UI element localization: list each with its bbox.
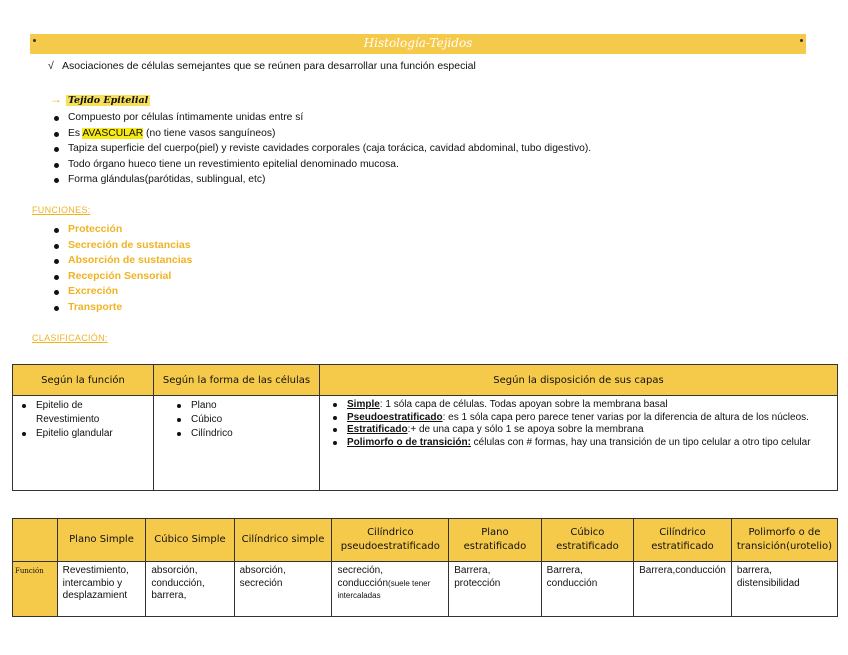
header-funcion: Según la función (13, 365, 154, 396)
list-item (325, 399, 832, 412)
term-desc: :+ de una capa y sólo 1 se apoya sobre la membrana (407, 424, 644, 435)
term-desc: células con # formas, hay una transición de un tipo celular a otro tipo celular (470, 436, 811, 448)
table-cell (332, 562, 449, 617)
intro-text: Asociaciones de células semejantes que se reúnen para desarrollar una función especial (62, 60, 476, 72)
page-title: Histología-Tejidos (363, 36, 473, 50)
table-cell: barrera, distensibilidad (731, 562, 837, 617)
list-item: Cilíndrico (173, 427, 314, 441)
list-item: Absorción de sustancias (54, 253, 192, 269)
table-cell: Barrera, protección (449, 562, 541, 617)
list-item (54, 126, 591, 142)
list-item: Forma glándulas(parótidas, sublingual, etc) (54, 172, 591, 188)
arrow-right-icon: → (50, 92, 62, 106)
cell-text: secreción, conducción (337, 565, 389, 589)
corner-cell (13, 519, 58, 562)
disposicion-cell (320, 396, 838, 491)
list-item: Excreción (54, 284, 192, 300)
term: Estratificado (347, 424, 408, 435)
bullet-text: (no tiene vasos sanguíneos) (143, 127, 276, 139)
term: Polimorfo o de transición: (347, 436, 471, 448)
header-cell: Cúbico estratificado (541, 519, 633, 562)
term: Pseudoestratificado (347, 411, 443, 423)
bullet-text: Es (68, 127, 83, 139)
epitelial-bullets (54, 110, 591, 188)
tipos-table (12, 518, 838, 617)
list-item: Compuesto por células íntimamente unidas entre sí (54, 110, 591, 126)
funciones-list (54, 222, 192, 316)
avascular-highlight: AVASCULAR (82, 127, 144, 139)
table-cell: Barrera, conducción (541, 562, 633, 617)
row-label: Función (13, 562, 58, 617)
list-item: Transporte (54, 300, 192, 316)
list-item: Epitelio de Revestimiento (18, 399, 148, 427)
check-icon: √ (48, 60, 54, 72)
list-item: Cúbico (173, 413, 314, 427)
term: Simple (347, 399, 380, 410)
header-cell: Cilíndrico simple (234, 519, 332, 562)
table-cell: Revestimiento, intercambio y desplazamient (57, 562, 146, 617)
epitelial-heading (50, 92, 150, 106)
list-item (325, 437, 832, 450)
banner-dot-right (800, 39, 803, 42)
term-desc: : 1 sóla capa de células. Todas apoyan sobre la membrana basal (379, 399, 668, 410)
clasificacion-table (12, 364, 838, 491)
term-desc: : es 1 sóla capa pero parece tener varias por la diferencia de altura de los núcleos. (442, 411, 809, 423)
list-item (325, 424, 832, 437)
funcion-cell (13, 396, 154, 491)
header-cell: Cilíndrico pseudoestratificado (332, 519, 449, 562)
funciones-title: FUNCIONES: (32, 205, 91, 215)
header-disposicion: Según la disposición de sus capas (320, 365, 838, 396)
clasificacion-title: CLASIFICACIÓN: (32, 333, 108, 343)
list-item: Secreción de sustancias (54, 238, 192, 254)
header-cell: Plano estratificado (449, 519, 541, 562)
cell-small-text: (suele tener intercaladas (337, 578, 431, 600)
list-item: Recepción Sensorial (54, 269, 192, 285)
header-cell: Polimorfo o de transición(urotelio) (731, 519, 837, 562)
list-item: Tapiza superficie del cuerpo(piel) y reviste cavidades corporales (caja torácica, cavidad abdominal, tubo digestivo). (54, 141, 591, 157)
header-forma: Según la forma de las células (154, 365, 320, 396)
epitelial-heading-label: Tejido Epitelial (68, 95, 149, 106)
header-cell: Cilíndrico estratificado (634, 519, 732, 562)
list-item: Plano (173, 399, 314, 413)
header-cell: Plano Simple (57, 519, 146, 562)
intro-line (48, 60, 476, 72)
list-item: Protección (54, 222, 192, 238)
title-banner (30, 34, 806, 54)
list-item (325, 412, 832, 425)
table-cell: Barrera,conducción (634, 562, 732, 617)
table-cell: absorción, secreción (234, 562, 332, 617)
list-item: Epitelio glandular (18, 427, 148, 441)
forma-cell (154, 396, 320, 491)
header-cell: Cúbico Simple (146, 519, 234, 562)
list-item: Todo órgano hueco tiene un revestimiento epitelial denominado mucosa. (54, 157, 591, 173)
table-cell: absorción, conducción, barrera, (146, 562, 234, 617)
